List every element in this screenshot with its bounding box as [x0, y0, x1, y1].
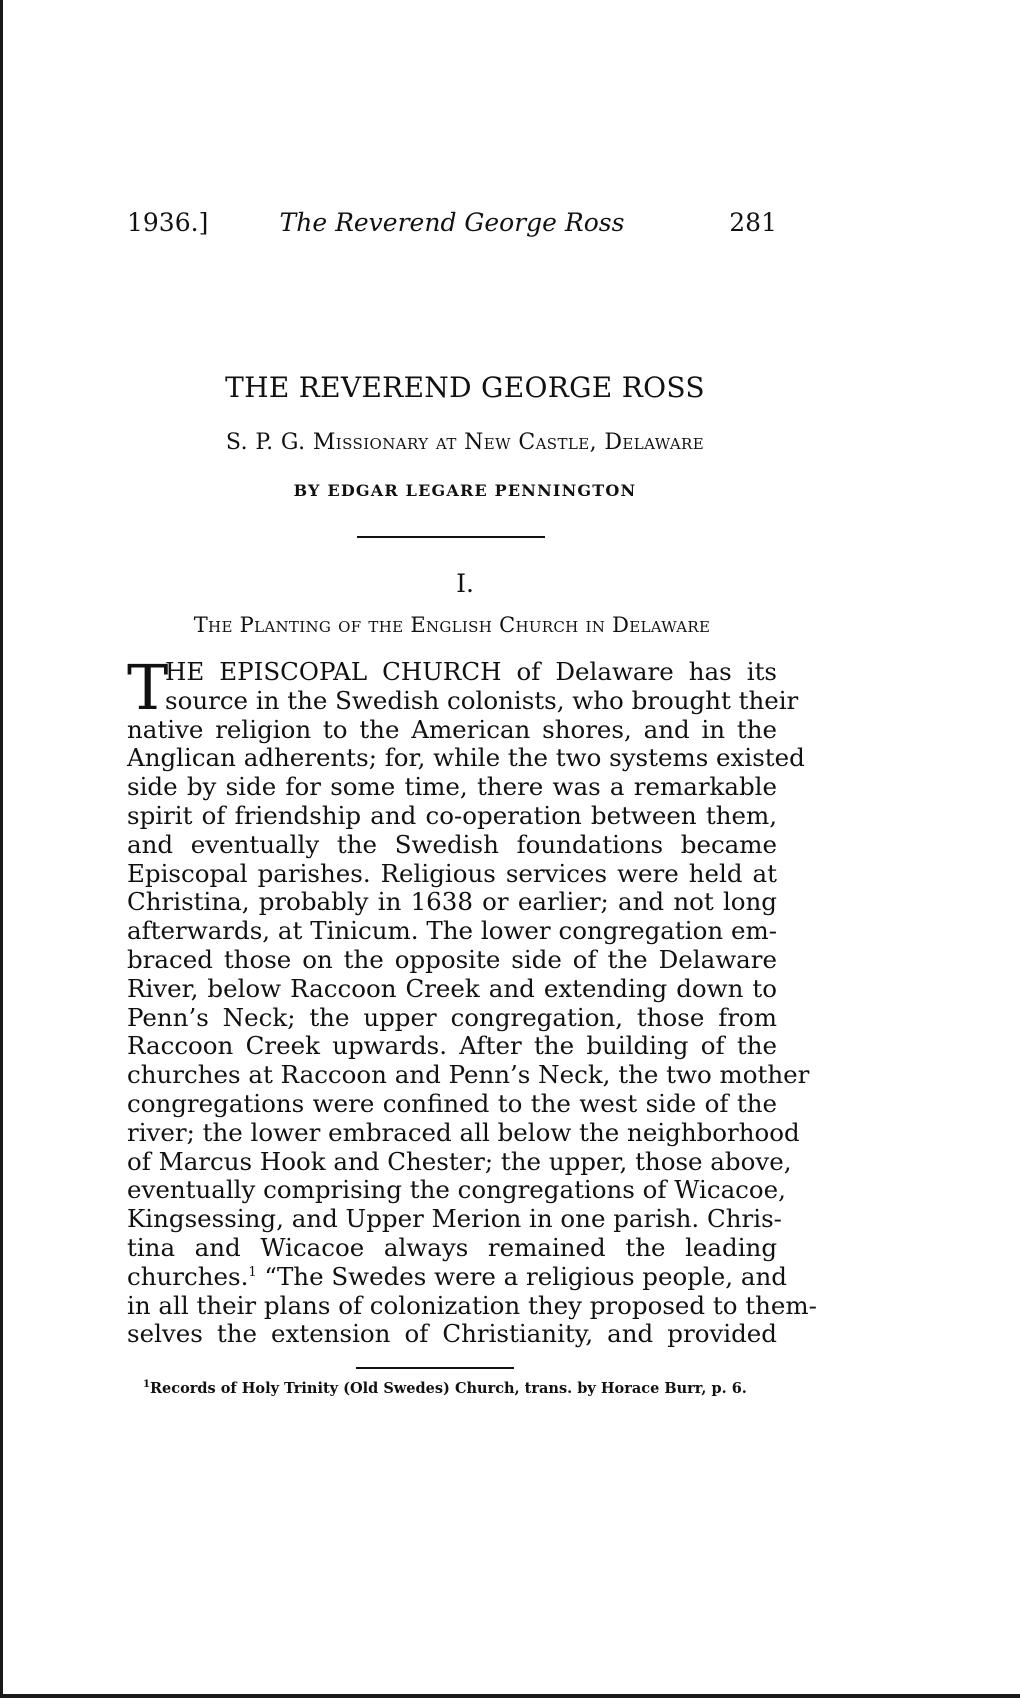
- running-head-title: The Reverend George Ross: [279, 208, 625, 237]
- body-line: churches at Raccoon and Penn’s Neck, the two mother: [127, 1060, 810, 1090]
- body-line: Anglican adherents; for, while the two systems existed: [127, 743, 805, 773]
- footnote-reference[interactable]: 1: [248, 1264, 257, 1280]
- section-heading: The Planting of the English Church in Delaware: [193, 613, 711, 637]
- article-subtitle: S. P. G. Missionary at New Castle, Delaware: [225, 430, 705, 455]
- byline: BY EDGAR LEGARE PENNINGTON: [293, 481, 637, 500]
- body-fragment: churches.: [127, 1261, 249, 1291]
- page-edge-left: [0, 0, 3, 1698]
- body-line: of Marcus Hook and Chester; the upper, those above,: [127, 1146, 792, 1176]
- running-head-year: 1936.]: [127, 208, 209, 237]
- body-line: side by side for some time, there was a remarkable: [127, 772, 777, 802]
- body-line: Episcopal parishes. Religious services were held at: [127, 858, 777, 888]
- body-line: Penn’s Neck; the upper congregation, those from: [127, 1002, 777, 1032]
- section-number: I.: [456, 569, 474, 598]
- footnote-marker: 1: [143, 1379, 150, 1390]
- body-line: congregations were confined to the west side of the: [127, 1088, 777, 1118]
- body-line: Kingsessing, and Upper Merion in one parish. Chris-: [127, 1204, 782, 1234]
- body-line: afterwards, at Tinicum. The lower congregation em-: [127, 916, 777, 946]
- article-title: THE REVEREND GEORGE ROSS: [225, 371, 705, 404]
- footnote-divider: [356, 1367, 514, 1369]
- drop-cap: T: [127, 651, 169, 724]
- body-fragment: “The Swedes were a religious people, and: [256, 1261, 787, 1291]
- body-line: and eventually the Swedish foundations became: [127, 829, 777, 859]
- body-line: Christina, probably in 1638 or earlier; and not long: [127, 887, 777, 917]
- footnote: [143, 1380, 783, 1397]
- body-line: river; the lower embraced all below the neighborhood: [127, 1117, 800, 1147]
- page-number: 281: [729, 208, 777, 237]
- body-text: [127, 651, 817, 1349]
- body-line: River, below Raccoon Creek and extending down to: [127, 973, 777, 1003]
- footnote-text: Records of Holy Trinity (Old Swedes) Church, trans. by Horace Burr, p. 6.: [149, 1380, 747, 1397]
- body-line: native religion to the American shores, and in the: [127, 714, 777, 744]
- body-line: HE EPISCOPAL CHURCH of Delaware has its: [165, 657, 777, 686]
- body-line: braced those on the opposite side of the Delaware: [127, 944, 777, 974]
- body-line: eventually comprising the congregations of Wicacoe,: [127, 1175, 786, 1205]
- body-line: Raccoon Creek upwards. After the building of the: [127, 1031, 777, 1061]
- body-line: selves the extension of Christianity, and provided: [127, 1319, 777, 1349]
- body-line-with-footnote: [127, 1261, 787, 1292]
- body-line: tina and Wicacoe always remained the leading: [127, 1232, 777, 1262]
- body-line: spirit of friendship and co-operation between them,: [127, 800, 777, 830]
- running-head: [127, 208, 777, 244]
- page-edge-bottom: [0, 1694, 1020, 1698]
- title-divider: [357, 536, 545, 538]
- body-line: source in the Swedish colonists, who brought their: [165, 685, 799, 715]
- body-line: in all their plans of colonization they proposed to them-: [127, 1290, 817, 1320]
